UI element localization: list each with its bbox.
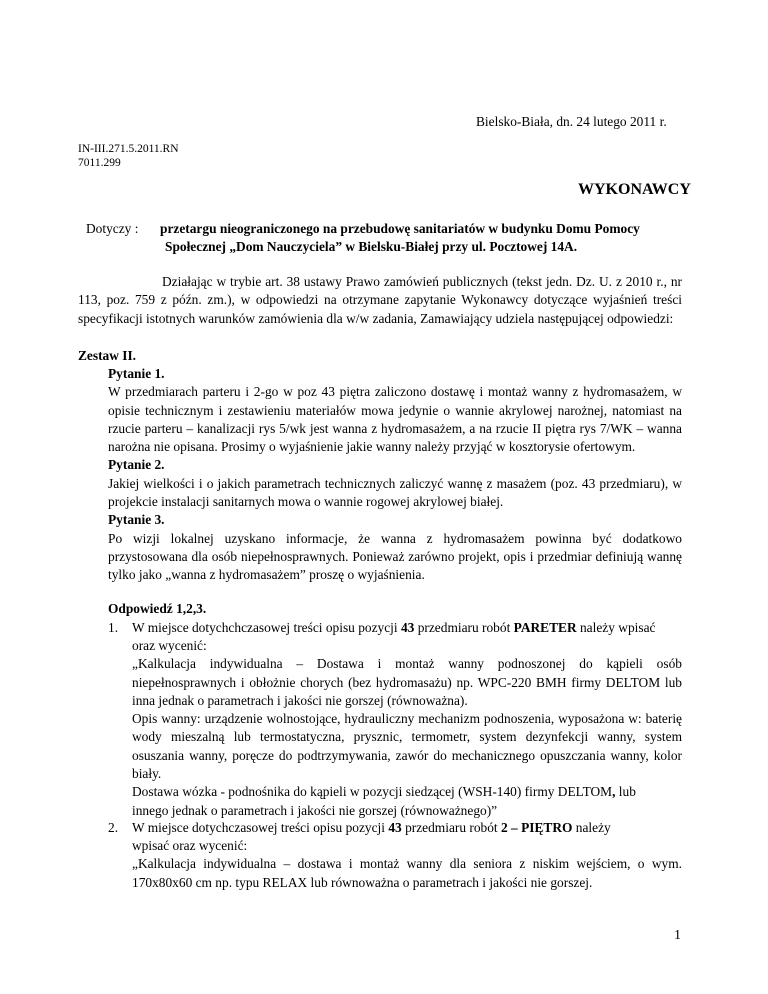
subject-line-1: przetargu nieograniczonego na przebudowę sanitariatów w budynku Domu Pomocy bbox=[160, 221, 640, 236]
reference-line-2: 7011.299 bbox=[78, 157, 121, 169]
answer-item-2-section: 2 – PIĘTRO bbox=[501, 820, 573, 835]
answer-item-1-description: Opis wanny: urządzenie wolnostojące, hydrauliczny mechanizm podnoszenia, wyposażona w: baterię wody mieszalną lub termostatyczna, prysznic, termometr, system dezynfekcji wanny, system osuszania wanny, poręcze do podtrzymywania, zawór do mechanicznego opuszczania wanny, kolor biały. bbox=[132, 711, 682, 782]
intro-paragraph: Działając w trybie art. 38 ustawy Prawo zamówień publicznych (tekst jedn. Dz. U. z 2010 r., nr 113, poz. 759 z późn. zm.), w odpowiedzi na otrzymane zapytanie Wykonawcy dotyczące wyjaśnień treści specyfikacji istotnych warunków zamówienia dla w/w zadania, Zamawiający udziela następującej odpowiedzi: bbox=[78, 274, 682, 326]
questions-block bbox=[108, 365, 682, 585]
answer-item-1-pre: W miejsce dotychchczasowej treści opisu pozycji bbox=[132, 620, 401, 635]
answer-item-2-quote: „Kalkulacja indywidualna – dostawa i montaż wanny dla seniora z niskim wejściem, o wym. 170x80x60 cm np. typu RELAX lub równoważna o parametrach i jakości nie gorszej. bbox=[132, 856, 682, 890]
answer-item-1-mid: przedmiaru robót bbox=[414, 620, 514, 635]
answer-item-2-position: 43 bbox=[388, 820, 402, 835]
page-number: 1 bbox=[674, 928, 681, 943]
answer-item-1-first-line bbox=[132, 619, 682, 637]
reference-line-1: IN-III.271.5.2011.RN bbox=[78, 143, 179, 155]
answer-item-1-quote: „Kalkulacja indywidualna – Dostawa i montaż wanny podnoszonej do kąpieli osób niepełnosprawnych i obłożnie chorych (bez hydromasażu) np. WPC-220 BMH firmy DELTOM lub inna jednak o parametrach i jakości nie gorszej (równoważna). bbox=[132, 656, 682, 708]
answer-item-2-number: 2. bbox=[108, 820, 119, 835]
subject-label: Dotyczy : bbox=[86, 221, 139, 236]
question-3-text: Po wizji lokalnej uzyskano informacje, że wanna z hydromasażem powinna być dodatkowo przystosowana dla osób niepełnosprawnych. Ponieważ zarówno projekt, opis i przedmiar definiują wannę tylko jako „wanna z hydromasażem” proszę o wyjaśnienia. bbox=[108, 530, 682, 583]
answer-item-1-trolley-pre: Dostawa wózka - podnośnika do kąpieli w pozycji siedzącej (WSH-140) firmy DELTOM bbox=[132, 784, 613, 800]
answer-item-2-pre: W miejsce dotychczasowej treści opisu pozycji bbox=[132, 820, 389, 835]
reference-number bbox=[78, 142, 179, 170]
answer-item-1-position: 43 bbox=[400, 620, 415, 635]
answer-item-1-trolley-continuation: innego jednak o parametrach i jakości nie gorszej (równoważnego)” bbox=[132, 802, 498, 818]
answer-title: Odpowiedź 1,2,3. bbox=[108, 601, 207, 616]
answer-item-2-continuation: wpisać oraz wycenić: bbox=[132, 838, 248, 853]
answer-item-1-post: należy wpisać bbox=[576, 620, 656, 635]
question-1-text: W przedmiarach parteru i 2-go w poz 43 piętra zaliczono dostawę i montaż wanny z hydromasażem, w opisie technicznym i zestawieniu materiałów mowa jedynie o wannie akrylowej narożnej, natomiast na rzucie parteru – kanalizacji rys 5/wk jest wanna z hydromasażem, a na rzucie II piętra rys 7/WK – wanna narożna nie opisana. Prosimy o wyjaśnienie jakie wanny należy przyjąć w kosztorysie ofertowym. bbox=[108, 384, 682, 455]
answer-item-2-body bbox=[132, 837, 682, 892]
answer-item-1-continuation: oraz wycenić: bbox=[132, 638, 207, 653]
question-2-title: Pytanie 2. bbox=[108, 457, 165, 473]
answer-item-1-trolley bbox=[132, 783, 682, 801]
question-1-title: Pytanie 1. bbox=[108, 366, 165, 381]
answer-item-1-section: PARETER bbox=[513, 620, 577, 635]
answer-item-1-trolley-post: lub bbox=[615, 784, 636, 800]
question-2-text: Jakiej wielkości i o jakich parametrach technicznych zaliczyć wannę z masażem (poz. 43 przedmiaru), w projekcie instalacji sanitarnych mowa o wannie rogowej akrylowej białej. bbox=[108, 475, 682, 510]
place-date: Bielsko-Biała, dn. 24 lutego 2011 r. bbox=[476, 114, 667, 129]
answer-item-1-trolley-comma: , bbox=[612, 784, 616, 800]
answer-item-2-mid: przedmiaru robót bbox=[401, 820, 501, 835]
subject-line-2: Społecznej „Dom Nauczyciela” w Bielsku-Białej przy ul. Pocztowej 14A. bbox=[165, 239, 578, 254]
question-3-title: Pytanie 3. bbox=[108, 512, 165, 528]
answer-item-1-number: 1. bbox=[108, 620, 119, 635]
answer-item-2-post: należy bbox=[572, 820, 611, 835]
addressee: WYKONAWCY bbox=[578, 181, 691, 198]
answer-item-2-first-line bbox=[132, 819, 682, 837]
set-title: Zestaw II. bbox=[78, 348, 137, 363]
answer-item-1-body bbox=[132, 637, 682, 820]
